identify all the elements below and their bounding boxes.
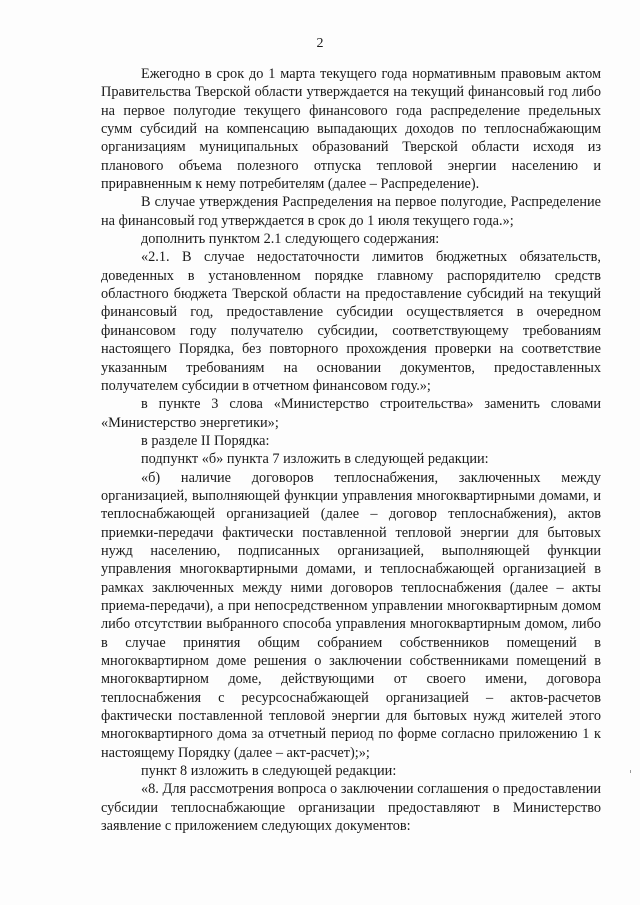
paragraph-add-point-2-1: дополнить пунктом 2.1 следующего содержания: bbox=[141, 231, 440, 248]
paragraph-point-8-intro: пункт 8 изложить в следующей редакции: bbox=[141, 763, 397, 780]
paragraph-subpoint-b: «б) наличие договоров теплоснабжения, заключенных между организацией, выполняющей функции управления многоквартирными домами, и теплоснабжающей организацией (далее – договор теплоснабжения), актов приемки-передачи фактически поставленной тепловой энергии для бытовых нужд населению, подписанных организацией, выполняющей функции управления многоквартирными домами, и теплоснабжающей организацией в рамках заключенных между ними договоров теплоснабжения (далее – акты приема-передачи), а при непосредственном управлении многоквартирным домом либо отсутствии выбранного способа управления многоквартирным домом, либо в случае принятия общим собранием собственников помещений в многоквартирном доме решения о заключении собственниками помещений в многоквартирном доме, действующими от своего имени, договора теплоснабжения с ресурсоснабжающей организацией – актов-расчетов фактически поставленной тепловой энергии для бытовых нужд жителей этого многоквартирного дома за отчетный период по форме согласно приложению 1 к настоящему Порядку (далее – акт-расчет);»; bbox=[101, 469, 601, 761]
document-body bbox=[101, 65, 601, 835]
paragraph-point-8: «8. Для рассмотрения вопроса о заключении соглашения о предоставлении субсидии теплоснабжающие организации предоставляют в Министерство заявление с приложением следующих документов: bbox=[101, 781, 601, 835]
page-number: 2 bbox=[316, 36, 324, 51]
paragraph-point-3-replacement: в пункте 3 слова «Министерство строительства» заменить словами «Министерство энергетики»; bbox=[101, 396, 601, 431]
paragraph-annual-distribution: Ежегодно в срок до 1 марта текущего года нормативным правовым актом Правительства Тверской области утверждается на текущий финансовый год либо на первое полугодие текущего финансового года распределение предельных сумм субсидий на компенсацию выпадающих доходов по теплоснабжающим организациям муниципальных образований Тверской области исходя из планового объема полезного отпуска тепловой энергии населению и приравненным к нему потребителям (далее – Распределение). bbox=[101, 66, 601, 193]
paragraph-point-2-1: «2.1. В случае недостаточности лимитов бюджетных обязательств, доведенных в установленном порядке главному распорядителю средств областного бюджета Тверской области на предоставление субсидий на текущий финансовый год, предоставление субсидии осуществляется в очередном финансовом году получателю субсидии, соответствующему требованиям настоящего Порядка, без повторного прохождения проверки на соответствие указанным требованиям на основании документов, предоставленных получателем субсидии в отчетном финансовом году.»; bbox=[101, 249, 601, 394]
paragraph-half-year-distribution: В случае утверждения Распределения на первое полугодие, Распределение на финансовый год утверждается в срок до 1 июля текущего года.»; bbox=[101, 194, 601, 229]
paragraph-section-2: в разделе II Порядка: bbox=[141, 432, 270, 449]
scan-artifact bbox=[630, 770, 631, 773]
paragraph-subpoint-b-intro: подпункт «б» пункта 7 изложить в следующей редакции: bbox=[141, 451, 489, 468]
